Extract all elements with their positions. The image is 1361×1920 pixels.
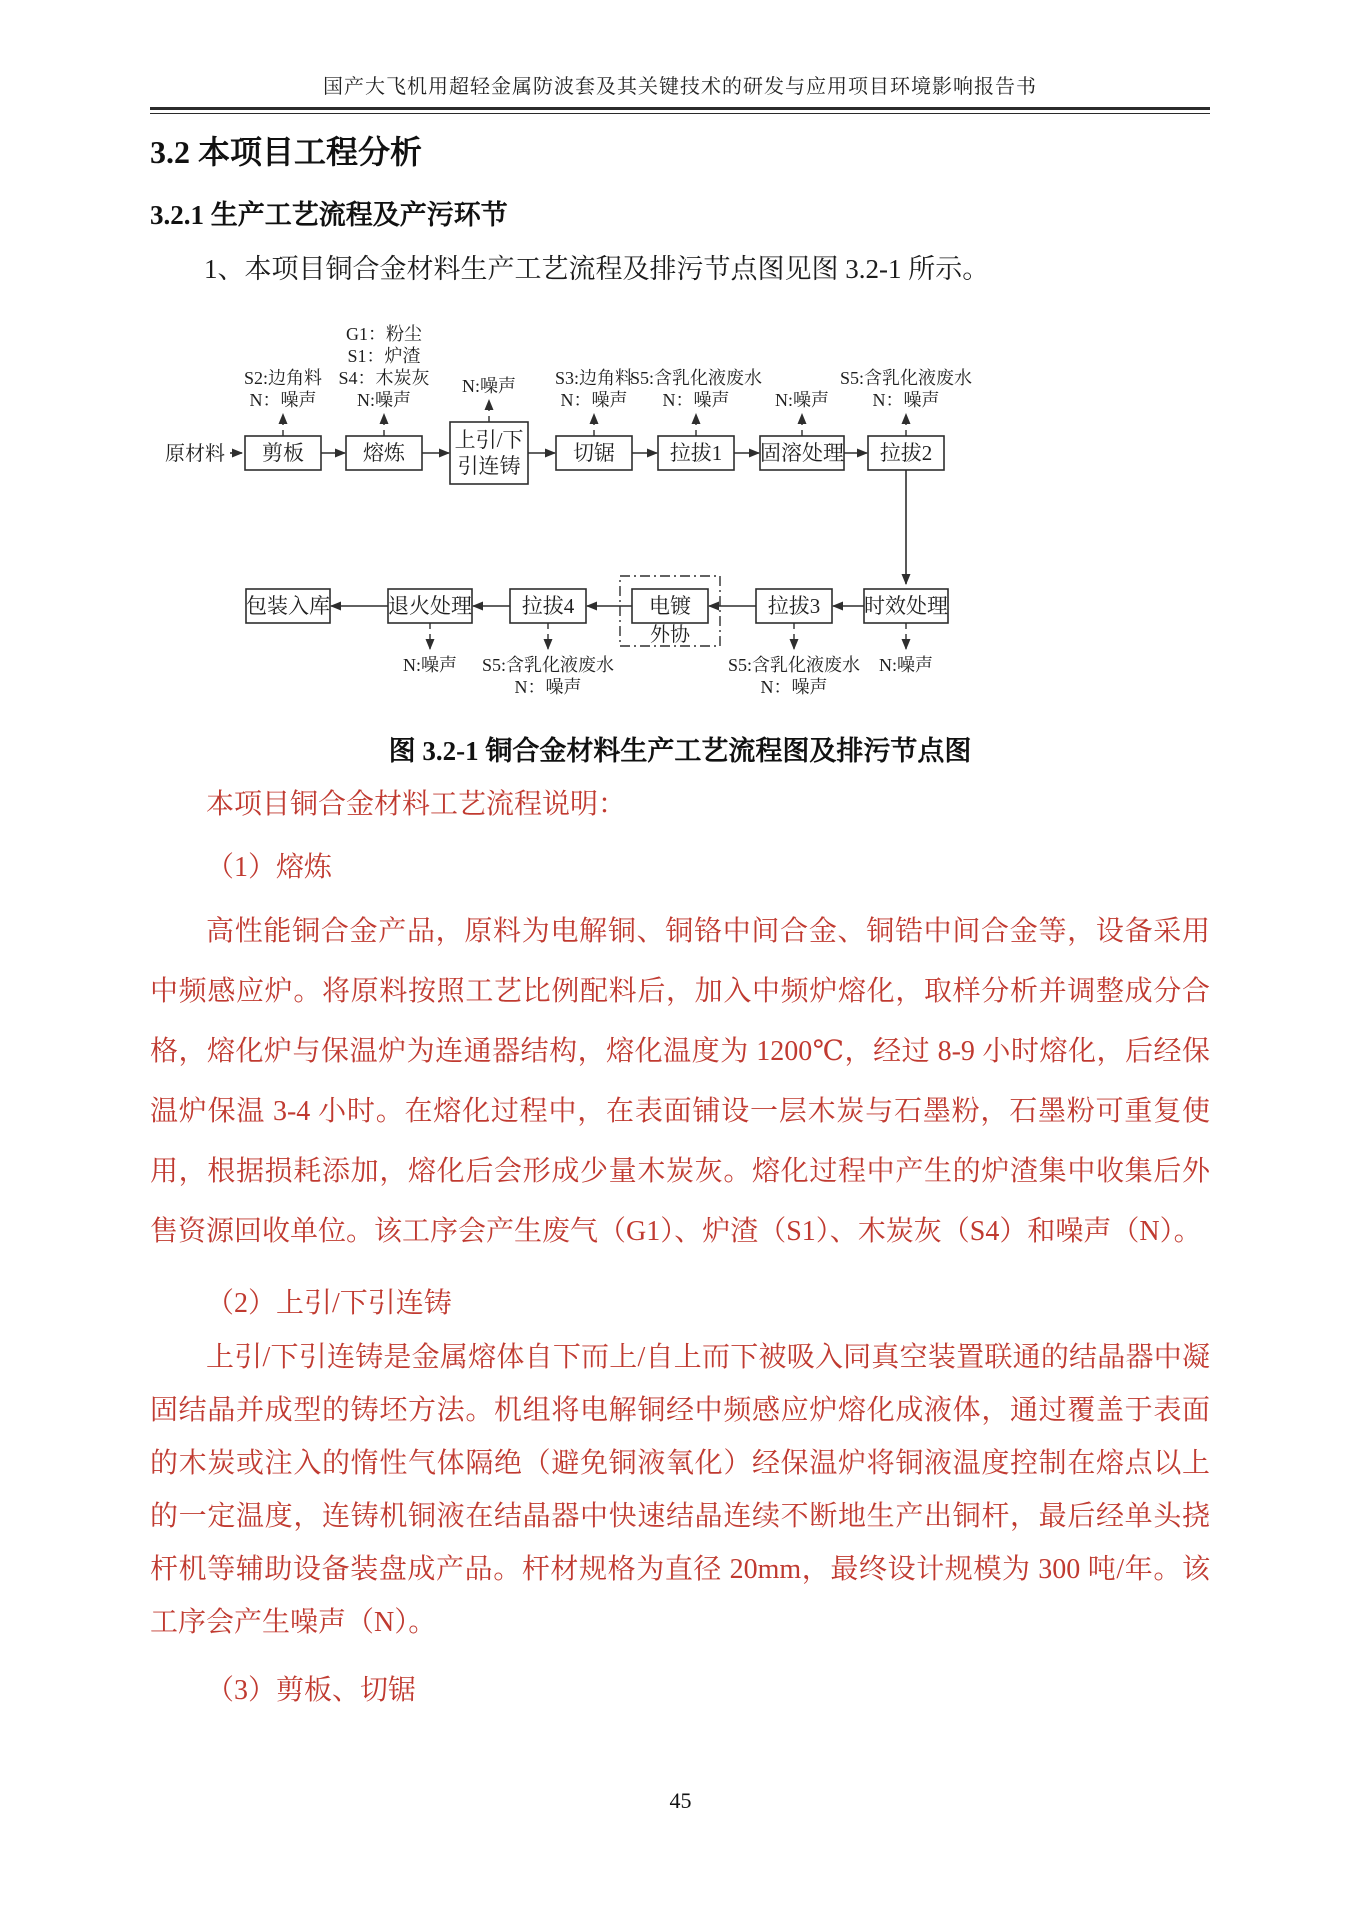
- flow-node-label: 拉拔4: [521, 594, 575, 618]
- flow-annotation-line: S2:边角料: [243, 368, 323, 388]
- page-number: 45: [669, 1788, 692, 1813]
- subsection-heading: 3.2.1 生产工艺流程及产污环节: [150, 200, 508, 230]
- flow-annotation-line: S4：木炭灰: [338, 368, 430, 388]
- step1-heading: （1）熔炼: [206, 852, 333, 883]
- flow-annotation-line: N:噪声: [462, 376, 516, 396]
- flow-annotation-line: S3:边角料: [554, 368, 634, 388]
- flow-annotation-line: N：噪声: [514, 677, 582, 697]
- process-description-intro: 本项目铜合金材料工艺流程说明：: [206, 789, 627, 820]
- flow-node-label: 电镀: [649, 594, 691, 618]
- step3-heading: （3）剪板、切锯: [206, 1675, 417, 1706]
- step1-paragraph: 高性能铜合金产品，原料为电解铜、铜铬中间合金、铜锆中间合金等，设备采用中频感应炉。将原料按照工艺比例配料后，加入中频炉熔化，取样分析并调整成分合格，熔化炉与保温炉为连通器结构，熔化温度为 1200℃，经过 8-9 小时熔化，后经保温炉保温 3-4 小时。在熔化过程中，在表面铺设一层木炭与石墨粉，石墨粉可重复使用，根据损耗添加，熔化后会形成少量木炭灰。熔化过程中产生的炉渣集中收集后外售资源回收单位。该工序会产生废气（G1）、炉渣（S1）、木炭灰（S4）和噪声（N）。: [150, 916, 1210, 1247]
- flow-node-label: 切锯: [573, 441, 615, 465]
- flow-node-source: 原材料: [165, 443, 225, 465]
- flow-outsource-label: 外协: [650, 624, 690, 646]
- figure-caption: 图 3.2-1 铜合金材料生产工艺流程图及排污节点图: [388, 736, 972, 766]
- flow-annotation-line: S5:含乳化液废水: [629, 368, 763, 388]
- flow-annotation-line: S5:含乳化液废水: [839, 368, 973, 388]
- flow-node-label: 拉拔3: [767, 594, 821, 618]
- flow-node-label: 拉拔1: [669, 441, 723, 465]
- header-title: 国产大飞机用超轻金属防波套及其关键技术的研发与应用项目环境影响报告书: [323, 76, 1037, 98]
- flow-annotation-line: S5:含乳化液废水: [727, 655, 861, 675]
- flow-node-label: 拉拔2: [879, 441, 933, 465]
- flow-node-label: 剪板: [262, 441, 304, 465]
- flow-annotation-line: N:噪声: [357, 390, 411, 410]
- intro-paragraph: 1、本项目铜合金材料生产工艺流程及排污节点图见图 3.2-1 所示。: [204, 254, 990, 284]
- flow-node-label: 上引/下: [454, 428, 524, 452]
- flow-node-label: 引连铸: [457, 454, 521, 478]
- step2-heading: （2）上引/下引连铸: [206, 1288, 452, 1319]
- flow-node-label: 熔炼: [363, 441, 405, 465]
- process-flow-figure: [150, 316, 1210, 706]
- section-heading: 3.2 本项目工程分析: [150, 134, 423, 170]
- step2-paragraph: 上引/下引连铸是金属熔体自下而上/自上而下被吸入同真空装置联通的结晶器中凝固结晶并成型的铸坯方法。机组将电解铜经中频感应炉熔化成液体，通过覆盖于表面的木炭或注入的惰性气体隔绝（避免铜液氧化）经保温炉将铜液温度控制在熔点以上的一定温度，连铸机铜液在结晶器中快速结晶连续不断地生产出铜杆，最后经单头挠杆机等辅助设备装盘成产品。杆材规格为直径 20mm，最终设计规模为 300 吨/年。该工序会产生噪声（N）。: [150, 1342, 1210, 1638]
- flow-annotation-line: N:噪声: [879, 655, 933, 675]
- flow-annotation-line: N:噪声: [775, 390, 829, 410]
- flow-annotation-line: N：噪声: [872, 390, 940, 410]
- flow-node-label: 退火处理: [388, 594, 472, 618]
- flow-node-label: 包装入库: [246, 594, 330, 618]
- flow-annotation-line: N：噪声: [249, 390, 317, 410]
- flow-node-label: 固溶处理: [760, 441, 844, 465]
- flow-annotation-line: N：噪声: [560, 390, 628, 410]
- flow-annotation-line: N：噪声: [662, 390, 730, 410]
- flow-annotation-line: S1：炉渣: [347, 346, 421, 366]
- flow-annotation-line: N：噪声: [760, 677, 828, 697]
- page-header: [150, 74, 1210, 114]
- flow-annotation-line: G1：粉尘: [346, 324, 422, 344]
- flow-annotation-line: S5:含乳化液废水: [481, 655, 615, 675]
- flow-annotation-line: N:噪声: [403, 655, 457, 675]
- header-rule: [150, 107, 1210, 114]
- flow-node-label: 时效处理: [864, 594, 948, 618]
- process-flowchart: [150, 316, 1210, 706]
